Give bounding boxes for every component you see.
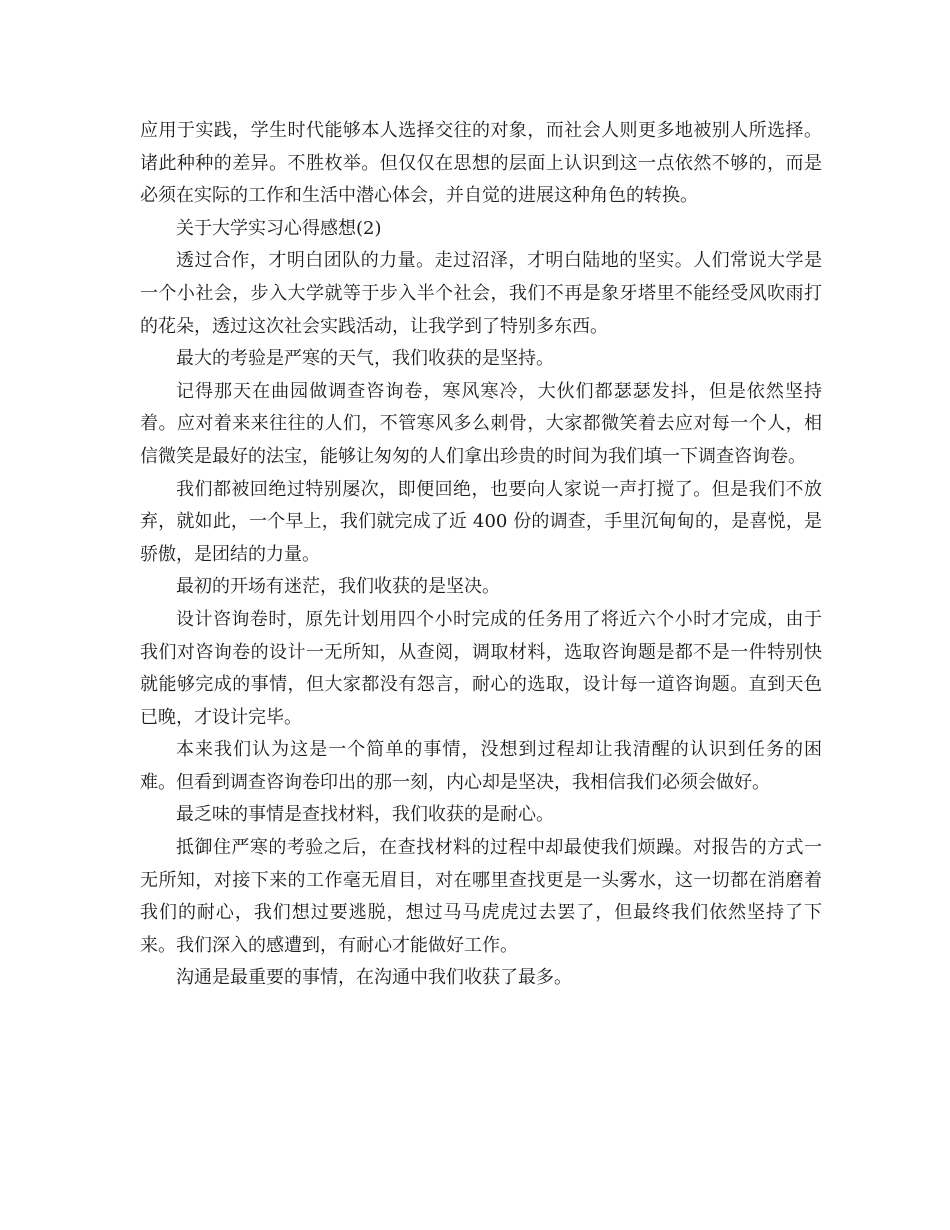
paragraph: 最乏味的事情是查找材料，我们收获的是耐心。 (176, 804, 554, 826)
paragraph: 我们都被回绝过特别屡次，即便回绝，也要向人家说一声打搅了。但是我们不放弃，就如此，一个早上，我们就完成了近 400 份的调查，手里沉甸甸的，是喜悦，是骄傲，是团结的力量。 (140, 478, 822, 565)
section-heading: 关于大学实习心得感想(2) (176, 217, 382, 239)
document-body (140, 115, 822, 995)
paragraph: 沟通是最重要的事情，在沟通中我们收获了最多。 (176, 967, 572, 989)
paragraph: 本来我们认为这是一个简单的事情，没想到过程却让我清醒的认识到任务的困难。但看到调查咨询卷印出的那一刻，内心却是坚决，我相信我们必须会做好。 (140, 739, 822, 793)
paragraph: 记得那天在曲园做调查咨询卷，寒风寒冷，大伙们都瑟瑟发抖，但是依然坚持着。应对着来来往往的人们，不管寒风多么刺骨，大家都微笑着去应对每一个人，相信微笑是最好的法宝，能够让匆匆的人们拿出珍贵的时间为我们填一下调查咨询卷。 (140, 380, 822, 467)
paragraph: 设计咨询卷时，原先计划用四个小时完成的任务用了将近六个小时才完成，由于我们对咨询卷的设计一无所知，从查阅，调取材料，选取咨询题是都不是一件特别快就能够完成的事情，但大家都没有怨言，耐心的选取，设计每一道咨询题。直到天色已晚，才设计完毕。 (140, 608, 822, 728)
paragraph: 应用于实践，学生时代能够本人选择交往的对象，而社会人则更多地被别人所选择。诸此种种的差异。不胜枚举。但仅仅在思想的层面上认识到这一点依然不够的，而是必须在实际的工作和生活中潜心体会，并自觉的进展这种角色的转换。 (140, 120, 822, 207)
paragraph: 最大的考验是严寒的天气，我们收获的是坚持。 (176, 348, 554, 370)
paragraph: 最初的开场有迷茫，我们收获的是坚决。 (176, 576, 500, 598)
paragraph: 透过合作，才明白团队的力量。走过沼泽，才明白陆地的坚实。人们常说大学是一个小社会，步入大学就等于步入半个社会，我们不再是象牙塔里不能经受风吹雨打的花朵，透过这次社会实践活动，让我学到了特别多东西。 (140, 250, 822, 337)
paragraph: 抵御住严寒的考验之后，在查找材料的过程中却最使我们烦躁。对报告的方式一无所知，对接下来的工作毫无眉目，对在哪里查找更是一头雾水，这一切都在消磨着我们的耐心，我们想过要逃脱，想过马马虎虎过去罢了，但最终我们依然坚持了下来。我们深入的感遭到，有耐心才能做好工作。 (140, 837, 822, 956)
